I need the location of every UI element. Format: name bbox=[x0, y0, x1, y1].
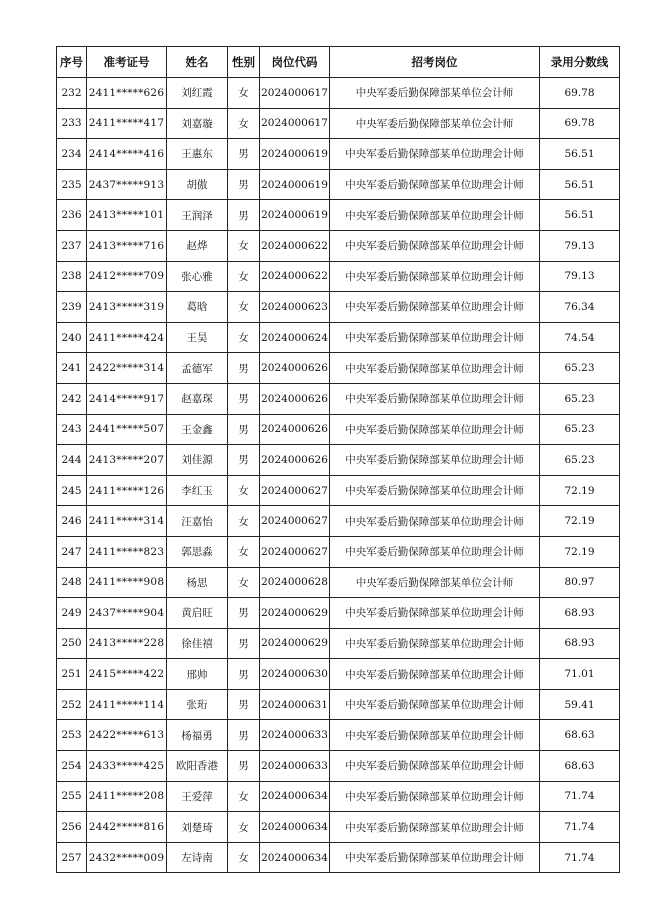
cell-score: 56.51 bbox=[540, 139, 620, 170]
table-row bbox=[57, 353, 620, 384]
cell-post: 中央军委后勤保障部某单位助理会计师 bbox=[330, 353, 540, 384]
cell-post: 中央军委后勤保障部某单位助理会计师 bbox=[330, 383, 540, 414]
cell-post-code: 2024000619 bbox=[260, 200, 330, 231]
cell-gender: 女 bbox=[228, 506, 260, 537]
cell-seq: 243 bbox=[57, 414, 87, 445]
cell-score: 68.63 bbox=[540, 720, 620, 751]
cell-score: 68.63 bbox=[540, 751, 620, 782]
cell-name: 郭思淼 bbox=[167, 536, 228, 567]
table-row bbox=[57, 383, 620, 414]
cell-gender: 男 bbox=[228, 414, 260, 445]
cell-name: 孟德军 bbox=[167, 353, 228, 384]
cell-name: 左诗南 bbox=[167, 842, 228, 873]
table-row bbox=[57, 536, 620, 567]
table-row bbox=[57, 322, 620, 353]
cell-score: 65.23 bbox=[540, 414, 620, 445]
cell-name: 王金鑫 bbox=[167, 414, 228, 445]
cell-post-code: 2024000619 bbox=[260, 169, 330, 200]
table-row bbox=[57, 200, 620, 231]
cell-post-code: 2024000626 bbox=[260, 414, 330, 445]
cell-score: 80.97 bbox=[540, 567, 620, 598]
cell-exam-id: 2437*****904 bbox=[87, 598, 167, 629]
cell-score: 71.74 bbox=[540, 842, 620, 873]
cell-post: 中央军委后勤保障部某单位助理会计师 bbox=[330, 689, 540, 720]
cell-gender: 男 bbox=[228, 751, 260, 782]
cell-score: 74.54 bbox=[540, 322, 620, 353]
table-row bbox=[57, 169, 620, 200]
cell-exam-id: 2422*****314 bbox=[87, 353, 167, 384]
table-row bbox=[57, 689, 620, 720]
cell-score: 71.74 bbox=[540, 781, 620, 812]
cell-post: 中央军委后勤保障部某单位会计师 bbox=[330, 78, 540, 109]
cell-seq: 248 bbox=[57, 567, 87, 598]
table-row bbox=[57, 292, 620, 323]
cell-post-code: 2024000627 bbox=[260, 475, 330, 506]
cell-seq: 255 bbox=[57, 781, 87, 812]
cell-seq: 252 bbox=[57, 689, 87, 720]
cell-gender: 女 bbox=[228, 322, 260, 353]
cell-gender: 女 bbox=[228, 781, 260, 812]
cell-post-code: 2024000634 bbox=[260, 812, 330, 843]
cell-gender: 男 bbox=[228, 628, 260, 659]
cell-name: 汪嘉怡 bbox=[167, 506, 228, 537]
table-row bbox=[57, 261, 620, 292]
cell-seq: 247 bbox=[57, 536, 87, 567]
cell-post-code: 2024000622 bbox=[260, 261, 330, 292]
cell-post: 中央军委后勤保障部某单位会计师 bbox=[330, 108, 540, 139]
cell-gender: 男 bbox=[228, 445, 260, 476]
cell-score: 65.23 bbox=[540, 445, 620, 476]
cell-name: 王惠东 bbox=[167, 139, 228, 170]
header-exam-id: 准考证号 bbox=[87, 47, 167, 78]
table-row bbox=[57, 230, 620, 261]
cell-exam-id: 2441*****507 bbox=[87, 414, 167, 445]
cell-post-code: 2024000634 bbox=[260, 842, 330, 873]
cell-gender: 女 bbox=[228, 108, 260, 139]
cell-gender: 男 bbox=[228, 200, 260, 231]
cell-score: 72.19 bbox=[540, 536, 620, 567]
cell-name: 刘佳源 bbox=[167, 445, 228, 476]
cell-exam-id: 2415*****422 bbox=[87, 659, 167, 690]
cell-exam-id: 2411*****424 bbox=[87, 322, 167, 353]
cell-seq: 233 bbox=[57, 108, 87, 139]
cell-post: 中央军委后勤保障部某单位助理会计师 bbox=[330, 230, 540, 261]
cell-post-code: 2024000626 bbox=[260, 353, 330, 384]
cell-score: 65.23 bbox=[540, 383, 620, 414]
cell-score: 65.23 bbox=[540, 353, 620, 384]
cell-exam-id: 2411*****908 bbox=[87, 567, 167, 598]
cell-post-code: 2024000634 bbox=[260, 781, 330, 812]
cell-score: 68.93 bbox=[540, 628, 620, 659]
cell-score: 56.51 bbox=[540, 200, 620, 231]
cell-post: 中央军委后勤保障部某单位助理会计师 bbox=[330, 842, 540, 873]
cell-name: 张心雅 bbox=[167, 261, 228, 292]
cell-exam-id: 2413*****319 bbox=[87, 292, 167, 323]
cell-post-code: 2024000633 bbox=[260, 720, 330, 751]
table-row bbox=[57, 751, 620, 782]
cell-name: 刘楚琦 bbox=[167, 812, 228, 843]
cell-post-code: 2024000627 bbox=[260, 536, 330, 567]
cell-gender: 女 bbox=[228, 230, 260, 261]
cell-gender: 女 bbox=[228, 78, 260, 109]
table-row bbox=[57, 842, 620, 873]
cell-seq: 237 bbox=[57, 230, 87, 261]
cell-gender: 女 bbox=[228, 261, 260, 292]
table-row bbox=[57, 567, 620, 598]
cell-seq: 242 bbox=[57, 383, 87, 414]
cell-post-code: 2024000629 bbox=[260, 628, 330, 659]
cell-seq: 246 bbox=[57, 506, 87, 537]
cell-post: 中央军委后勤保障部某单位会计师 bbox=[330, 567, 540, 598]
cell-seq: 254 bbox=[57, 751, 87, 782]
cell-seq: 257 bbox=[57, 842, 87, 873]
cell-seq: 234 bbox=[57, 139, 87, 170]
cell-exam-id: 2411*****126 bbox=[87, 475, 167, 506]
cell-exam-id: 2412*****709 bbox=[87, 261, 167, 292]
cell-post: 中央军委后勤保障部某单位助理会计师 bbox=[330, 292, 540, 323]
cell-post-code: 2024000633 bbox=[260, 751, 330, 782]
cell-post: 中央军委后勤保障部某单位助理会计师 bbox=[330, 414, 540, 445]
table-row bbox=[57, 781, 620, 812]
cell-seq: 240 bbox=[57, 322, 87, 353]
cell-post-code: 2024000619 bbox=[260, 139, 330, 170]
cell-score: 69.78 bbox=[540, 108, 620, 139]
cell-post-code: 2024000617 bbox=[260, 78, 330, 109]
table-row bbox=[57, 475, 620, 506]
cell-gender: 男 bbox=[228, 383, 260, 414]
cell-exam-id: 2437*****913 bbox=[87, 169, 167, 200]
table-row bbox=[57, 78, 620, 109]
cell-gender: 男 bbox=[228, 353, 260, 384]
cell-name: 欧阳香港 bbox=[167, 751, 228, 782]
cell-name: 徐佳禧 bbox=[167, 628, 228, 659]
cell-post: 中央军委后勤保障部某单位助理会计师 bbox=[330, 720, 540, 751]
cell-post: 中央军委后勤保障部某单位助理会计师 bbox=[330, 598, 540, 629]
cell-exam-id: 2432*****009 bbox=[87, 842, 167, 873]
header-post: 招考岗位 bbox=[330, 47, 540, 78]
table-body bbox=[57, 78, 620, 873]
cell-name: 王润泽 bbox=[167, 200, 228, 231]
cell-name: 杨思 bbox=[167, 567, 228, 598]
cell-seq: 250 bbox=[57, 628, 87, 659]
cell-seq: 232 bbox=[57, 78, 87, 109]
cell-post: 中央军委后勤保障部某单位助理会计师 bbox=[330, 139, 540, 170]
cell-exam-id: 2413*****207 bbox=[87, 445, 167, 476]
cell-name: 刘红霞 bbox=[167, 78, 228, 109]
cell-gender: 男 bbox=[228, 139, 260, 170]
cell-post: 中央军委后勤保障部某单位助理会计师 bbox=[330, 751, 540, 782]
cell-post: 中央军委后勤保障部某单位助理会计师 bbox=[330, 261, 540, 292]
cell-name: 王昊 bbox=[167, 322, 228, 353]
cell-name: 赵烨 bbox=[167, 230, 228, 261]
cell-score: 79.13 bbox=[540, 230, 620, 261]
cell-exam-id: 2413*****716 bbox=[87, 230, 167, 261]
cell-gender: 女 bbox=[228, 292, 260, 323]
cell-score: 72.19 bbox=[540, 506, 620, 537]
cell-post: 中央军委后勤保障部某单位助理会计师 bbox=[330, 659, 540, 690]
cell-score: 79.13 bbox=[540, 261, 620, 292]
cell-post-code: 2024000617 bbox=[260, 108, 330, 139]
cell-exam-id: 2414*****416 bbox=[87, 139, 167, 170]
cell-score: 71.01 bbox=[540, 659, 620, 690]
cell-score: 76.34 bbox=[540, 292, 620, 323]
cell-gender: 男 bbox=[228, 659, 260, 690]
table-row bbox=[57, 139, 620, 170]
cell-score: 72.19 bbox=[540, 475, 620, 506]
cell-name: 张珩 bbox=[167, 689, 228, 720]
table-row bbox=[57, 108, 620, 139]
header-score: 录用分数线 bbox=[540, 47, 620, 78]
cell-score: 69.78 bbox=[540, 78, 620, 109]
cell-seq: 239 bbox=[57, 292, 87, 323]
cell-name: 葛晗 bbox=[167, 292, 228, 323]
cell-post-code: 2024000626 bbox=[260, 445, 330, 476]
cell-exam-id: 2413*****101 bbox=[87, 200, 167, 231]
cell-seq: 241 bbox=[57, 353, 87, 384]
table-row bbox=[57, 598, 620, 629]
cell-seq: 235 bbox=[57, 169, 87, 200]
header-post-code: 岗位代码 bbox=[260, 47, 330, 78]
cell-seq: 256 bbox=[57, 812, 87, 843]
cell-name: 赵嘉琛 bbox=[167, 383, 228, 414]
cell-gender: 男 bbox=[228, 720, 260, 751]
cell-post: 中央军委后勤保障部某单位助理会计师 bbox=[330, 781, 540, 812]
cell-post: 中央军委后勤保障部某单位助理会计师 bbox=[330, 812, 540, 843]
cell-name: 李红玉 bbox=[167, 475, 228, 506]
cell-exam-id: 2411*****626 bbox=[87, 78, 167, 109]
header-gender: 性别 bbox=[228, 47, 260, 78]
table-row bbox=[57, 812, 620, 843]
cell-gender: 男 bbox=[228, 689, 260, 720]
cell-name: 邢帅 bbox=[167, 659, 228, 690]
table-row bbox=[57, 720, 620, 751]
cell-seq: 238 bbox=[57, 261, 87, 292]
cell-post: 中央军委后勤保障部某单位助理会计师 bbox=[330, 169, 540, 200]
cell-post: 中央军委后勤保障部某单位助理会计师 bbox=[330, 200, 540, 231]
cell-exam-id: 2411*****417 bbox=[87, 108, 167, 139]
cell-gender: 男 bbox=[228, 598, 260, 629]
cell-name: 胡傲 bbox=[167, 169, 228, 200]
table-row bbox=[57, 628, 620, 659]
cell-gender: 男 bbox=[228, 169, 260, 200]
cell-name: 杨福勇 bbox=[167, 720, 228, 751]
cell-score: 56.51 bbox=[540, 169, 620, 200]
cell-post-code: 2024000629 bbox=[260, 598, 330, 629]
cell-gender: 女 bbox=[228, 567, 260, 598]
cell-score: 59.41 bbox=[540, 689, 620, 720]
header-seq: 序号 bbox=[57, 47, 87, 78]
table-row bbox=[57, 506, 620, 537]
table-row bbox=[57, 445, 620, 476]
cell-exam-id: 2413*****228 bbox=[87, 628, 167, 659]
header-row bbox=[57, 47, 620, 78]
cell-gender: 女 bbox=[228, 536, 260, 567]
cell-gender: 女 bbox=[228, 842, 260, 873]
cell-gender: 女 bbox=[228, 812, 260, 843]
cell-gender: 女 bbox=[228, 475, 260, 506]
cell-post-code: 2024000622 bbox=[260, 230, 330, 261]
results-table bbox=[56, 46, 620, 873]
cell-exam-id: 2411*****114 bbox=[87, 689, 167, 720]
cell-seq: 236 bbox=[57, 200, 87, 231]
cell-exam-id: 2411*****208 bbox=[87, 781, 167, 812]
cell-exam-id: 2442*****816 bbox=[87, 812, 167, 843]
cell-post-code: 2024000623 bbox=[260, 292, 330, 323]
cell-post-code: 2024000627 bbox=[260, 506, 330, 537]
header-name: 姓名 bbox=[167, 47, 228, 78]
cell-post: 中央军委后勤保障部某单位助理会计师 bbox=[330, 628, 540, 659]
cell-name: 黄启旺 bbox=[167, 598, 228, 629]
cell-exam-id: 2414*****917 bbox=[87, 383, 167, 414]
cell-name: 王爱萍 bbox=[167, 781, 228, 812]
cell-exam-id: 2411*****314 bbox=[87, 506, 167, 537]
cell-post: 中央军委后勤保障部某单位助理会计师 bbox=[330, 322, 540, 353]
cell-exam-id: 2411*****823 bbox=[87, 536, 167, 567]
cell-seq: 251 bbox=[57, 659, 87, 690]
cell-seq: 244 bbox=[57, 445, 87, 476]
cell-name: 刘嘉璇 bbox=[167, 108, 228, 139]
cell-post: 中央军委后勤保障部某单位助理会计师 bbox=[330, 506, 540, 537]
cell-exam-id: 2422*****613 bbox=[87, 720, 167, 751]
cell-post-code: 2024000630 bbox=[260, 659, 330, 690]
cell-post: 中央军委后勤保障部某单位助理会计师 bbox=[330, 445, 540, 476]
cell-post-code: 2024000624 bbox=[260, 322, 330, 353]
cell-post-code: 2024000628 bbox=[260, 567, 330, 598]
cell-exam-id: 2433*****425 bbox=[87, 751, 167, 782]
cell-score: 68.93 bbox=[540, 598, 620, 629]
cell-post-code: 2024000626 bbox=[260, 383, 330, 414]
cell-seq: 253 bbox=[57, 720, 87, 751]
cell-score: 71.74 bbox=[540, 812, 620, 843]
cell-seq: 249 bbox=[57, 598, 87, 629]
cell-seq: 245 bbox=[57, 475, 87, 506]
cell-post: 中央军委后勤保障部某单位助理会计师 bbox=[330, 475, 540, 506]
cell-post: 中央军委后勤保障部某单位助理会计师 bbox=[330, 536, 540, 567]
cell-post-code: 2024000631 bbox=[260, 689, 330, 720]
table-row bbox=[57, 659, 620, 690]
table-row bbox=[57, 414, 620, 445]
